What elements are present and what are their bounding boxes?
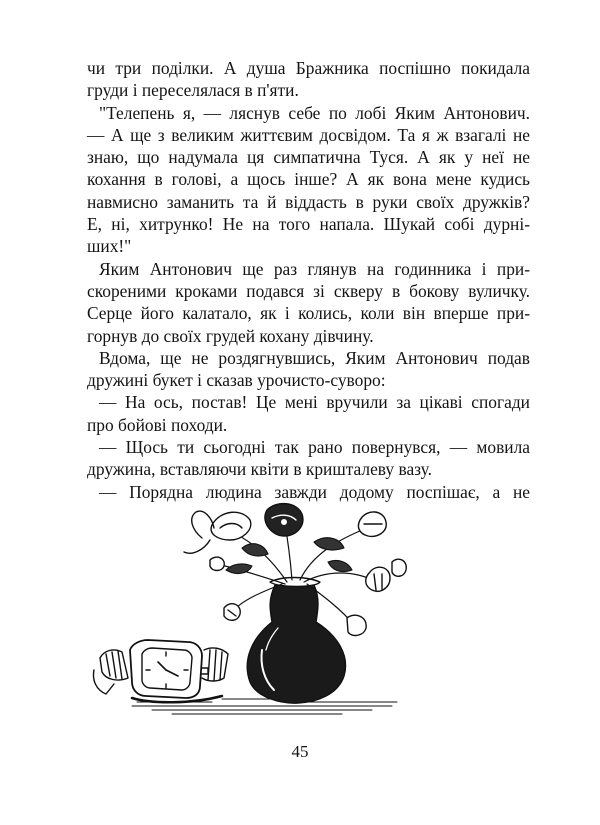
vase-flowers-watch-illustration bbox=[92, 500, 422, 725]
lily-flower bbox=[184, 511, 251, 553]
right-flowers bbox=[347, 512, 406, 636]
text-line: навмисно заманить та й віддасть в руки своїх дружків? bbox=[87, 191, 530, 212]
text-line: ших!" bbox=[87, 236, 132, 257]
text-line: Вдома, ще не роздягнувшись, Яким Антонович подав bbox=[99, 347, 530, 368]
body-text bbox=[87, 57, 530, 503]
text-line: "Телепень я, — ляснув себе по лобі Яким Антонович. bbox=[99, 102, 530, 123]
wristwatch bbox=[94, 640, 229, 702]
text-line: Е, ні, хитрунко! Не на того напала. Шукай собі дурні- bbox=[87, 214, 530, 235]
text-line: знаю, що надумала ця симпатична Туся. А як у неї не bbox=[87, 147, 530, 168]
text-line: — На ось, постав! Це мені вручили за цікаві спогади bbox=[99, 392, 530, 413]
text-line: дружині букет і сказав урочисто-суворо: bbox=[87, 370, 386, 391]
text-line: — А ще з великим життєвим досвідом. Та я ж взагалі не bbox=[87, 124, 530, 145]
text-line: — Щось ти сьогодні так рано повернувся, — мовила bbox=[99, 437, 530, 458]
text-line: чи три поділки. А душа Бражника поспішно покидала bbox=[87, 58, 530, 78]
text-line: про бойові походи. bbox=[87, 414, 228, 435]
text-line: дружина, вставляючи квіти в кришталеву вазу. bbox=[87, 459, 432, 480]
text-line: скореними кроками подався зі скверу в бокову вуличку. bbox=[87, 280, 530, 301]
text-line: кохання в голові, а щось інше? А як вона мене кудись bbox=[87, 169, 530, 190]
vase bbox=[247, 578, 345, 704]
text-line: груди і переселялася в п'яти. bbox=[87, 80, 299, 101]
text-line: Серце його калатало, як і колись, коли він вперше при- bbox=[87, 303, 530, 324]
center-flower bbox=[265, 504, 303, 536]
page-number: 45 bbox=[291, 742, 309, 761]
text-line: — Порядна людина завжди додому поспішає, а не bbox=[99, 481, 530, 502]
text-line: горнув до своїх грудей кохану дівчину. bbox=[87, 325, 374, 346]
text-line: Яким Антонович ще раз глянув на годинника і при- bbox=[99, 258, 530, 279]
